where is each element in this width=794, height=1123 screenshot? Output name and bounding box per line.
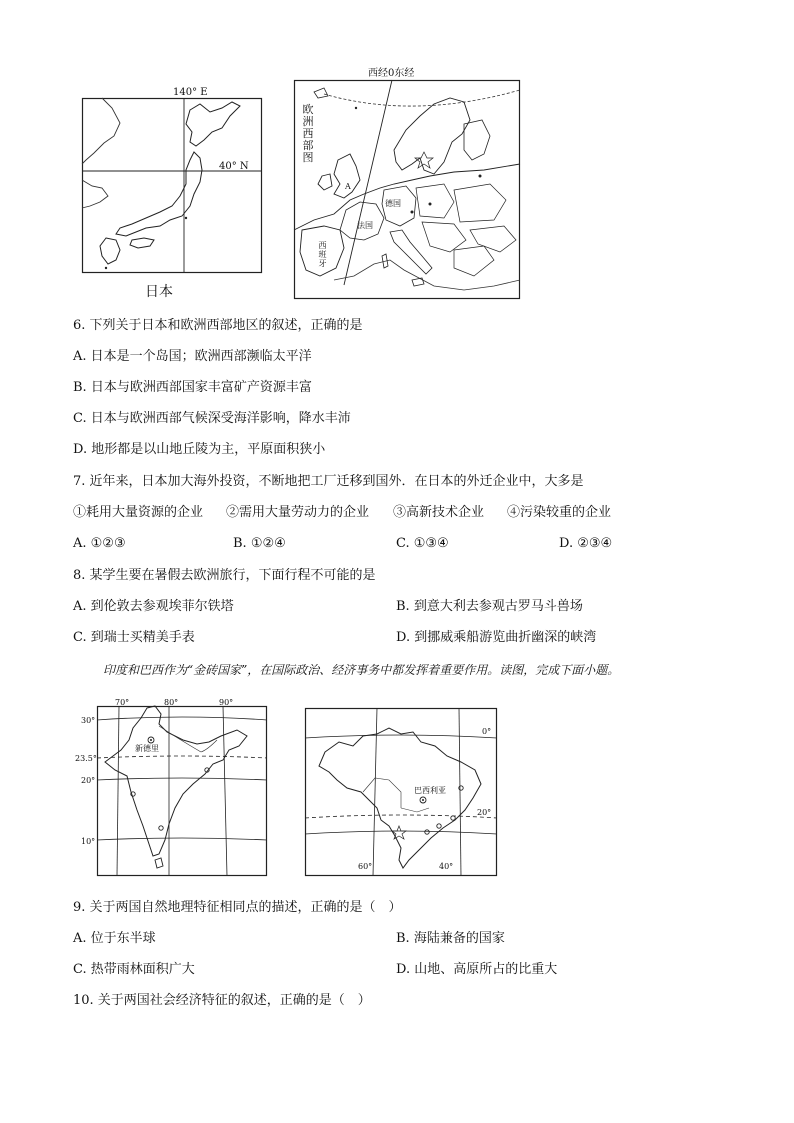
- brazil-lon-40: 40°: [439, 862, 454, 871]
- india-lat-30: 30°: [81, 716, 96, 725]
- india-lat-20: 20°: [81, 776, 96, 785]
- india-lat-23-5: 23.5°: [75, 754, 97, 763]
- brazil-map-figure: [305, 708, 497, 876]
- europe-map-figure: [294, 80, 520, 299]
- q7-item-1: ①耗用大量资源的企业: [73, 505, 204, 520]
- q6-option-d: D. 地形都是以山地丘陵为主，平原面积狭小: [73, 442, 326, 457]
- q7-option-d: D. ②③④: [559, 536, 613, 551]
- india-map-figure: [97, 706, 267, 876]
- q6-option-a: A. 日本是一个岛国；欧洲西部濒临太平洋: [73, 349, 312, 364]
- europe-country-spain: 西班牙: [318, 241, 327, 268]
- q7-item-3: ③高新技术企业: [393, 505, 485, 520]
- q8-option-d: D. 到挪威乘船游览曲折幽深的峡湾: [396, 630, 597, 645]
- india-lon-90: 90°: [219, 698, 234, 707]
- q7-option-c: C. ①③④: [396, 536, 449, 551]
- q9-option-b: B. 海陆兼备的国家: [396, 931, 505, 946]
- intro-text: 印度和巴西作为“金砖国家”，在国际政治、经济事务中都发挥着重要作用。读图，完成下面小题。: [103, 663, 620, 677]
- japan-lat-label: 40° N: [219, 161, 249, 172]
- q9-option-d: D. 山地、高原所占的比重大: [396, 962, 558, 977]
- india-capital-label: 新德里: [135, 744, 159, 753]
- q8-stem: 8. 某学生要在暑假去欧洲旅行，下面行程不可能的是: [73, 568, 376, 583]
- brazil-lon-60: 60°: [358, 862, 373, 871]
- q8-option-c: C. 到瑞士买精美手表: [73, 630, 195, 645]
- europe-side-title: 欧洲西部图: [302, 103, 314, 164]
- q9-option-a: A. 位于东半球: [73, 931, 156, 946]
- brazil-lat-20: 20°: [477, 808, 492, 817]
- q7-item-4: ④污染较重的企业: [507, 505, 612, 520]
- india-lon-70: 70°: [115, 698, 130, 707]
- brazil-capital-label: 巴西利亚: [414, 786, 446, 795]
- india-lat-10: 10°: [81, 837, 96, 846]
- q6-option-b: B. 日本与欧洲西部国家丰富矿产资源丰富: [73, 380, 312, 395]
- q9-stem: 9. 关于两国自然地理特征相同点的描述，正确的是（ ）: [73, 900, 402, 915]
- q7-item-2: ②需用大量劳动力的企业: [226, 505, 370, 520]
- india-lon-80: 80°: [164, 698, 179, 707]
- q7-option-b: B. ①②④: [233, 536, 286, 551]
- japan-map-caption: 日本: [145, 284, 173, 300]
- q9-option-c: C. 热带雨林面积广大: [73, 962, 195, 977]
- q6-option-c: C. 日本与欧洲西部气候深受海洋影响，降水丰沛: [73, 411, 351, 426]
- europe-top-label: 西经0东经: [368, 68, 415, 79]
- japan-lon-label: 140° E: [173, 87, 208, 98]
- europe-point-a: A: [345, 182, 351, 191]
- q8-option-a: A. 到伦敦去参观埃菲尔铁塔: [73, 599, 234, 614]
- brazil-lat-0: 0°: [482, 727, 492, 736]
- q8-option-b: B. 到意大利去参观古罗马斗兽场: [396, 599, 583, 614]
- europe-country-germany: 德国: [385, 199, 401, 208]
- q6-stem: 6. 下列关于日本和欧洲西部地区的叙述，正确的是: [73, 318, 363, 333]
- q7-option-a: A. ①②③: [73, 536, 126, 551]
- q7-stem: 7. 近年来，日本加大海外投资，不断地把工厂迁移到国外．在日本的外迁企业中，大多是: [73, 474, 584, 489]
- q10-stem: 10. 关于两国社会经济特征的叙述，正确的是（ ）: [73, 993, 371, 1008]
- japan-map-figure: [82, 98, 262, 273]
- europe-country-france: 法国: [357, 221, 373, 230]
